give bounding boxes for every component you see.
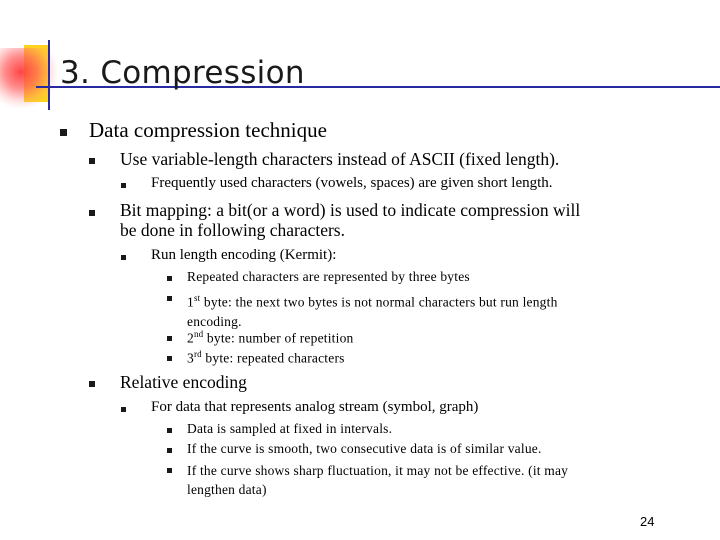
bullet-square-icon	[89, 381, 95, 387]
ordinal-number: 3	[187, 350, 194, 366]
bullet-text-first-byte	[187, 289, 558, 331]
bullet-text-third-byte	[187, 349, 345, 367]
second-byte-text: byte: number of repetition	[203, 330, 354, 346]
ordinal-suffix: st	[193, 293, 201, 303]
bit-mapping-line1: Bit mapping: a bit(or a word) is used to indicate compression will	[120, 200, 581, 220]
bullet-text-run-length: Run length encoding (Kermit):	[151, 247, 337, 263]
bullet-square-icon	[167, 428, 172, 433]
ordinal-suffix: nd	[193, 329, 204, 339]
bullet-square-icon	[167, 356, 172, 361]
bit-mapping-line2: be done in following characters.	[120, 220, 345, 240]
bullet-text-sharp-fluctuation	[187, 461, 568, 499]
sharp-fluctuation-line1: If the curve shows sharp fluctuation, it may not be effective. (it may	[187, 463, 569, 478]
bullet-text-sampled: Data is sampled at fixed in intervals.	[187, 421, 393, 436]
third-byte-text: byte: repeated characters	[201, 350, 345, 366]
slide-title: 3. Compression	[60, 55, 305, 91]
decorative-vertical-line	[48, 40, 50, 110]
bullet-square-icon	[121, 183, 126, 188]
first-byte-line2: encoding.	[187, 313, 242, 329]
decorative-red-glow	[0, 48, 60, 108]
ordinal-suffix: rd	[193, 349, 202, 359]
bullet-square-icon	[167, 336, 172, 341]
bullet-square-icon	[167, 448, 172, 453]
bullet-square-icon	[60, 129, 67, 136]
bullet-square-icon	[167, 276, 172, 281]
bullet-text-smooth-curve: If the curve is smooth, two consecutive data is of similar value.	[187, 441, 542, 456]
bullet-square-icon	[89, 210, 95, 216]
bullet-text-repeated-characters: Repeated characters are represented by three bytes	[187, 269, 470, 284]
ordinal-number: 1	[187, 294, 194, 310]
bullet-text-relative-encoding: Relative encoding	[120, 372, 247, 392]
bullet-text-bit-mapping	[120, 200, 580, 240]
bullet-square-icon	[121, 407, 126, 412]
bullet-text-data-compression: Data compression technique	[89, 118, 327, 142]
bullet-text-analog-stream: For data that represents analog stream (symbol, graph)	[151, 399, 479, 415]
bullet-square-icon	[121, 255, 126, 260]
bullet-text-second-byte	[187, 329, 353, 347]
sharp-fluctuation-line2: lengthen data)	[187, 482, 267, 497]
ordinal-number: 2	[187, 330, 194, 346]
bullet-text-frequently-used: Frequently used characters (vowels, spaces) are given short length.	[151, 175, 553, 191]
page-number: 24	[640, 514, 655, 529]
bullet-square-icon	[89, 158, 95, 164]
bullet-square-icon	[167, 296, 172, 301]
first-byte-line1: byte: the next two bytes is not normal characters but run length	[200, 294, 558, 310]
bullet-text-variable-length: Use variable-length characters instead of ASCII (fixed length).	[120, 149, 560, 169]
bullet-square-icon	[167, 468, 172, 473]
